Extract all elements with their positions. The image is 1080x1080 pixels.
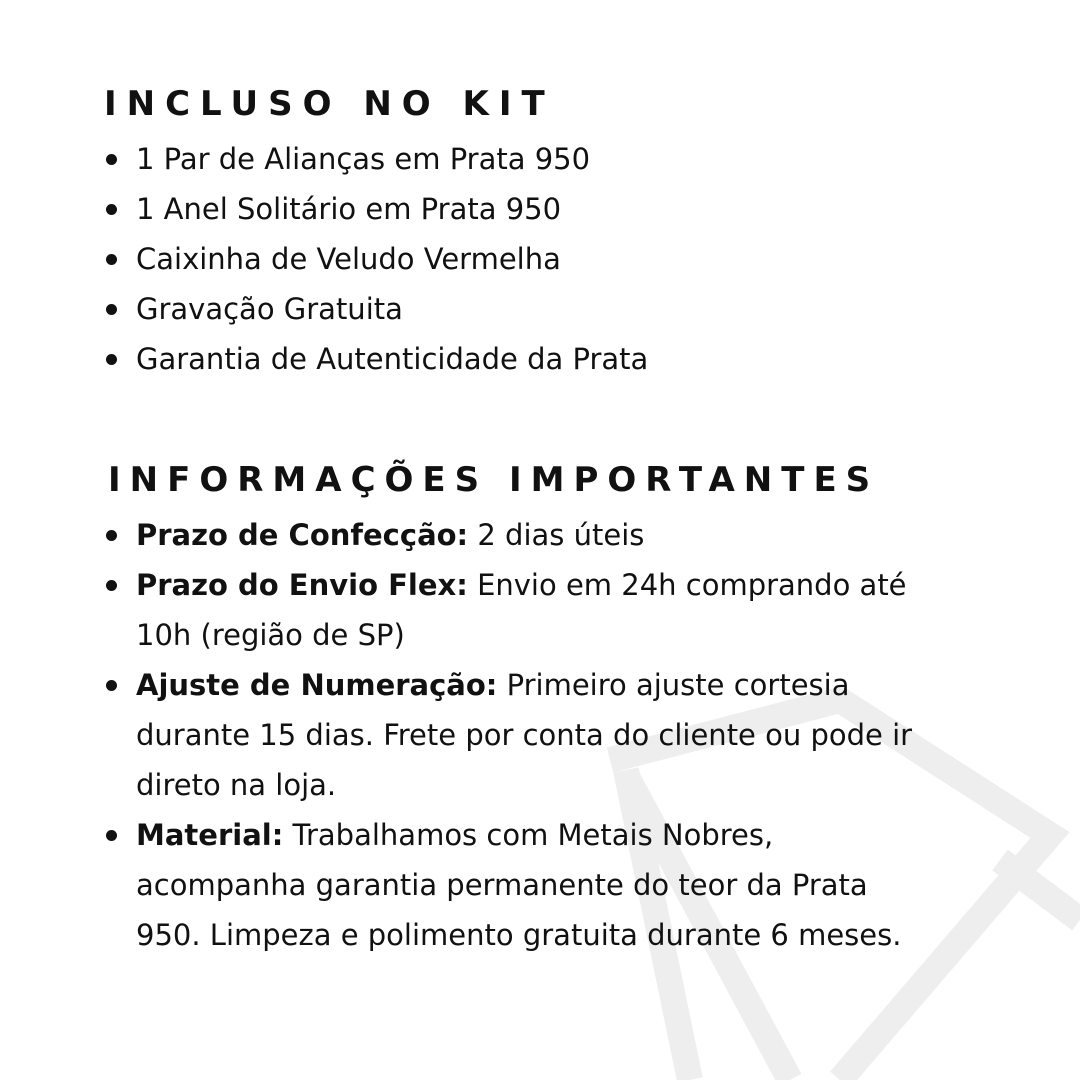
info-item-material (104, 810, 916, 960)
info-text: Trabalhamos com Metais Nobres, acompanha garantia permanente do teor da Prata 950. Limpeza e polimento gratuita durante 6 meses. (136, 818, 902, 952)
main-content (104, 82, 1004, 960)
info-text: 2 dias úteis (477, 518, 645, 552)
kit-item: Caixinha de Veludo Vermelha (104, 234, 1004, 284)
info-label: Material: (136, 818, 284, 852)
info-label: Prazo do Envio Flex: (136, 568, 468, 602)
kit-title: INCLUSO NO KIT (104, 84, 555, 124)
info-label: Ajuste de Numeração: (136, 668, 498, 702)
info-item-ajuste-numeracao (104, 660, 916, 810)
info-label: Prazo de Confecção: (136, 518, 469, 552)
info-item-prazo-envio (104, 560, 916, 660)
info-text: Envio em 24h comprando até 10h (região de SP) (136, 568, 907, 652)
kit-item: 1 Par de Alianças em Prata 950 (104, 134, 1004, 184)
info-list (104, 510, 1004, 960)
kit-item: Gravação Gratuita (104, 284, 1004, 334)
kit-list (104, 134, 1004, 384)
kit-item: 1 Anel Solitário em Prata 950 (104, 184, 1004, 234)
info-title: INFORMAÇÕES IMPORTANTES (108, 460, 880, 500)
info-item-prazo-confeccao (104, 510, 916, 560)
kit-item: Garantia de Autenticidade da Prata (104, 334, 1004, 384)
info-text: Primeiro ajuste cortesia durante 15 dias. Frete por conta do cliente ou pode ir direto na loja. (136, 668, 913, 802)
